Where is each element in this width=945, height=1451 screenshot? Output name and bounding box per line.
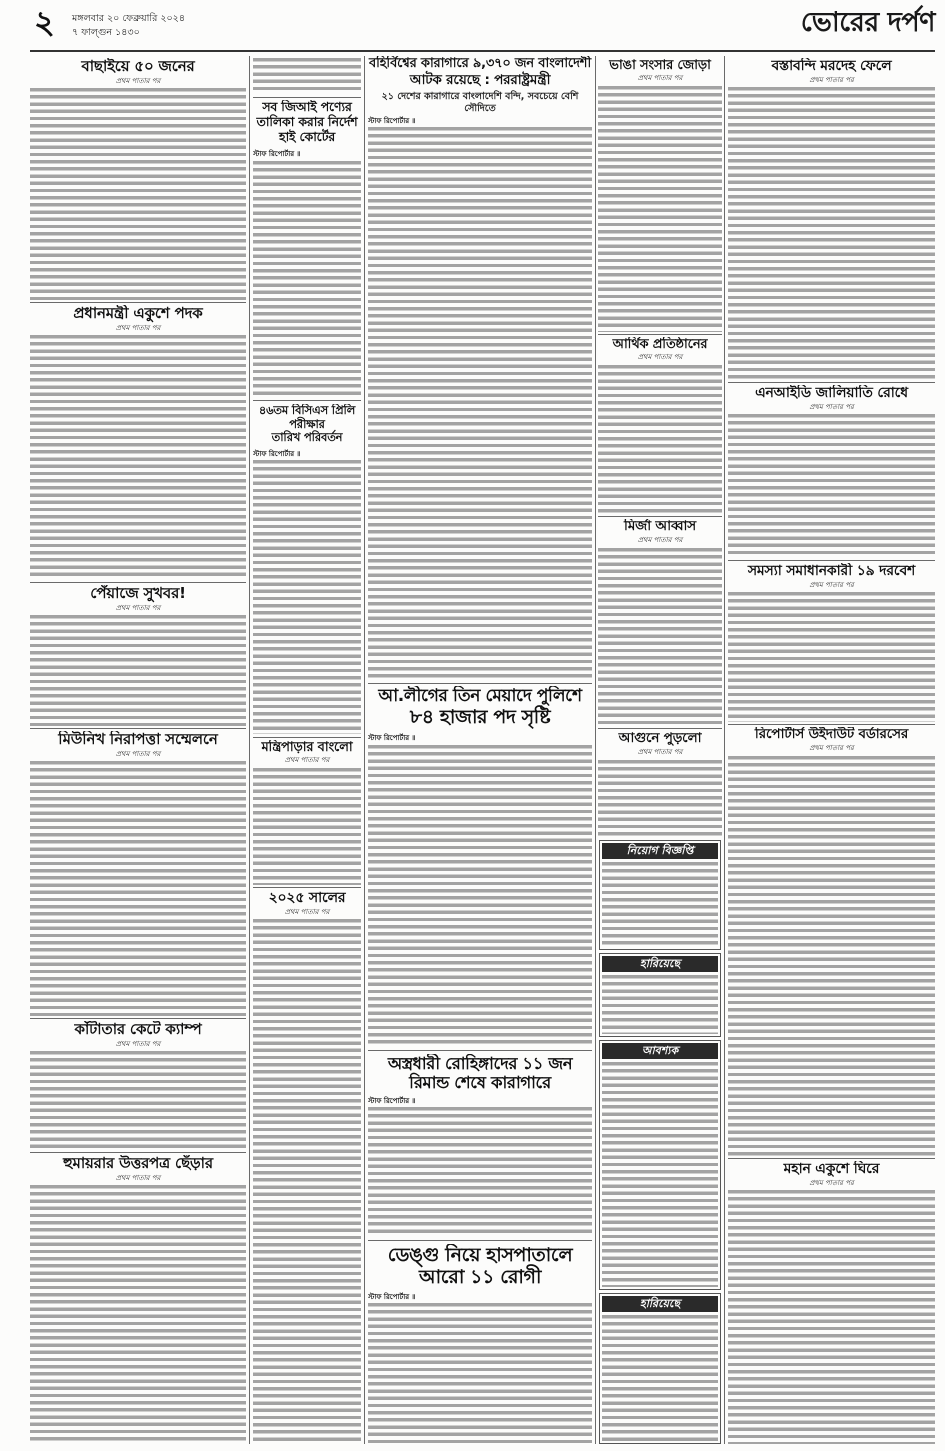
article-divider bbox=[368, 683, 592, 684]
article-body bbox=[368, 127, 592, 680]
kicker: প্রথম পাতার পর bbox=[115, 76, 161, 85]
ad-body bbox=[602, 975, 718, 1034]
kicker: প্রথম পাতার পর bbox=[809, 75, 854, 84]
article-body-continued bbox=[253, 58, 361, 94]
headline: রিপোর্টার্স উইদাউট বর্ডারসের bbox=[754, 727, 909, 742]
article-body bbox=[30, 1185, 246, 1444]
headline: মহান একুশে ঘিরে bbox=[783, 1161, 880, 1177]
byline: স্টাফ রিপোর্টার ॥ bbox=[368, 1292, 416, 1301]
article-divider bbox=[728, 1158, 935, 1159]
article-divider bbox=[30, 582, 246, 583]
headline: ২০২৫ সালের bbox=[268, 890, 346, 906]
article-body bbox=[598, 365, 722, 514]
column-divider bbox=[249, 56, 250, 1444]
article-body bbox=[368, 745, 592, 1046]
article-bostabondi bbox=[728, 58, 935, 380]
article-ekushe bbox=[728, 1161, 935, 1444]
headline: আর্থিক প্রতিষ্ঠানের bbox=[612, 337, 708, 352]
byline: স্টাফ রিপোর্টার ॥ bbox=[253, 449, 301, 458]
article-divider bbox=[253, 887, 361, 888]
article-body bbox=[728, 414, 935, 558]
header-rule bbox=[30, 50, 935, 52]
article-divider bbox=[598, 728, 722, 729]
article-humayra bbox=[30, 1155, 246, 1444]
ad-title: নিয়োগ বিজ্ঞপ্তি bbox=[602, 843, 718, 859]
article-2025 bbox=[253, 890, 361, 1444]
kicker: প্রথম পাতার পর bbox=[809, 580, 854, 589]
article-divider bbox=[598, 334, 722, 335]
kicker: প্রথম পাতার পর bbox=[637, 535, 683, 544]
kicker: প্রথম পাতার পর bbox=[115, 1173, 161, 1182]
article-body bbox=[368, 1107, 592, 1236]
headline bbox=[253, 404, 361, 445]
ad-title: হারিয়েছে bbox=[602, 1296, 718, 1312]
headline-line: তালিকা করার নির্দেশ bbox=[256, 113, 358, 129]
kicker: প্রথম পাতার পর bbox=[115, 323, 161, 332]
kicker: প্রথম পাতার পর bbox=[115, 1039, 161, 1048]
headline-line: তারিখ পরিবর্তন bbox=[271, 430, 343, 445]
column-divider bbox=[724, 56, 725, 1444]
kicker: প্রথম পাতার পর bbox=[637, 353, 683, 362]
byline: স্টাফ রিপোর্টার ॥ bbox=[368, 117, 416, 126]
ad-body bbox=[602, 1315, 718, 1441]
kicker: প্রথম পাতার পর bbox=[115, 603, 161, 612]
article-divider bbox=[30, 728, 246, 729]
headline-line: অস্ত্রধারী রোহিঙ্গাদের ১১ জন bbox=[387, 1054, 573, 1073]
headline bbox=[368, 1054, 592, 1093]
article-body bbox=[728, 592, 935, 722]
kicker: প্রথম পাতার পর bbox=[637, 747, 683, 756]
ad-body bbox=[602, 862, 718, 947]
article-body bbox=[728, 1190, 935, 1444]
kicker: প্রথম পাতার পর bbox=[637, 74, 683, 83]
column-divider bbox=[595, 56, 596, 1444]
article-sangsar bbox=[598, 58, 722, 332]
page-number: ২ bbox=[34, 3, 55, 41]
article-body bbox=[728, 756, 935, 1156]
bangla-date: ৭ ফাল্গুন ১৪৩০ bbox=[72, 27, 140, 39]
ad-hariyechhe bbox=[599, 1293, 721, 1444]
headline-line: আটক রয়েছে : পররাষ্ট্রমন্ত্রী bbox=[409, 72, 551, 89]
headline: আগুনে পুড়লো bbox=[618, 731, 702, 746]
article-mirza-abbas bbox=[598, 519, 722, 726]
article-bcs bbox=[253, 404, 361, 734]
article-body bbox=[253, 161, 361, 397]
headline: প্রধানমন্ত্রী একুশে পদক bbox=[73, 305, 203, 322]
article-divider bbox=[30, 1152, 246, 1153]
byline: স্টাফ রিপোর্টার ॥ bbox=[253, 150, 301, 159]
headline: বাছাইয়ে ৫০ জনের bbox=[81, 58, 195, 75]
byline: স্টাফ রিপোর্টার ॥ bbox=[368, 734, 416, 743]
subheadline: ২১ দেশের কারাগারে বাংলাদেশি বন্দি, সবচেয়ে বেশি সৌদিতে bbox=[381, 91, 579, 114]
article-body bbox=[368, 1303, 592, 1444]
headline bbox=[368, 1244, 592, 1289]
article-body bbox=[30, 88, 246, 300]
article-divider bbox=[253, 400, 361, 401]
article-bachai bbox=[30, 58, 246, 300]
article-body bbox=[728, 87, 935, 380]
article-divider bbox=[728, 382, 935, 383]
headline: মির্জা আব্বাস bbox=[623, 519, 696, 534]
headline: পেঁয়াজে সুখবর! bbox=[90, 585, 186, 602]
headline-line: হাই কোর্টের bbox=[279, 128, 335, 144]
headline: ভাঙা সংসার জোড়া bbox=[609, 58, 711, 73]
headline: মিউনিখ নিরাপত্তা সম্মেলনে bbox=[58, 731, 218, 748]
article-ekushe-padak bbox=[30, 305, 246, 580]
article-divider bbox=[253, 97, 361, 98]
article-divider bbox=[728, 724, 935, 725]
article-body bbox=[253, 58, 361, 94]
column-divider bbox=[364, 56, 365, 1444]
headline-line: ডেঙ্গু নিয়ে হাসপাতালে bbox=[387, 1244, 573, 1266]
kicker: প্রথম পাতার পর bbox=[284, 907, 330, 916]
headline bbox=[253, 100, 361, 144]
headline-line: আরো ১১ রোগী bbox=[418, 1266, 541, 1289]
byline: স্টাফ রিপোর্টার ॥ bbox=[368, 1096, 416, 1105]
article-rohingya bbox=[368, 1054, 592, 1236]
headline-line: ৪৬তম বিসিএস প্রিলি পরীক্ষার bbox=[258, 404, 356, 431]
ad-abashyak bbox=[599, 1040, 721, 1290]
article-police-posts bbox=[368, 686, 592, 1046]
article-divider bbox=[30, 1018, 246, 1019]
article-prisons-abroad bbox=[368, 56, 592, 680]
article-gi-products bbox=[253, 100, 361, 397]
article-body bbox=[598, 760, 722, 836]
day-date: মঙ্গলবার ২০ ফেব্রুয়ারি ২০২৪ bbox=[72, 13, 186, 24]
headline-line: সব জিআই পণ্যের bbox=[262, 100, 352, 114]
article-divider bbox=[598, 516, 722, 517]
ad-niyog bbox=[599, 840, 721, 950]
ad-body bbox=[602, 1062, 718, 1287]
headline-line: আ.লীগের তিন মেয়াদে পুলিশে bbox=[378, 686, 582, 706]
kicker: প্রথম পাতার পর bbox=[284, 756, 330, 765]
headline: এনআইডি জালিয়াতি রোধে bbox=[755, 385, 908, 401]
article-bungalow bbox=[253, 740, 361, 885]
article-dorbesh bbox=[728, 563, 935, 722]
headline: হুমায়রার উত্তরপত্র ছেঁড়ার bbox=[63, 1155, 213, 1172]
article-body bbox=[30, 1051, 246, 1150]
article-rsf bbox=[728, 727, 935, 1156]
ad-title: আবশ্যক bbox=[602, 1043, 718, 1059]
article-divider bbox=[30, 302, 246, 303]
headline: মন্ত্রিপাড়ার বাংলো bbox=[261, 740, 353, 755]
article-nid bbox=[728, 385, 935, 558]
article-body bbox=[30, 335, 246, 580]
headline-line: রিমান্ড শেষে কারাগারে bbox=[409, 1073, 551, 1093]
article-kantatar bbox=[30, 1021, 246, 1150]
headline: কাঁটাতার কেটে ক্যাম্প bbox=[74, 1021, 202, 1038]
article-peyaj bbox=[30, 585, 246, 726]
ad-hariyechhe bbox=[599, 953, 721, 1037]
ad-title: হারিয়েছে bbox=[602, 956, 718, 972]
article-body bbox=[30, 615, 246, 726]
issue-date bbox=[72, 12, 185, 41]
headline bbox=[368, 686, 592, 728]
article-dengue bbox=[368, 1244, 592, 1444]
article-munich bbox=[30, 731, 246, 1016]
article-body bbox=[30, 761, 246, 1016]
headline: বস্তাবন্দি মরদেহ ফেলে bbox=[771, 58, 892, 74]
headline bbox=[368, 56, 592, 89]
article-arthik bbox=[598, 337, 722, 514]
article-divider bbox=[368, 1050, 592, 1051]
article-agun bbox=[598, 731, 722, 836]
masthead-logo: ভোরের দর্পণ bbox=[800, 7, 935, 38]
headline-line: বহির্বিশ্বের কারাগারে ৯,৩৭০ জন বাংলাদেশী bbox=[369, 56, 591, 71]
article-divider bbox=[368, 1240, 592, 1241]
article-body bbox=[598, 86, 722, 332]
headline-line: ৮৪ হাজার পদ সৃষ্টি bbox=[409, 706, 551, 729]
article-body bbox=[598, 548, 722, 726]
kicker: প্রথম পাতার পর bbox=[115, 749, 161, 758]
article-body bbox=[253, 768, 361, 885]
headline: সমস্যা সমাধানকারী ১৯ দরবেশ bbox=[747, 563, 916, 579]
kicker: প্রথম পাতার পর bbox=[809, 743, 854, 752]
article-divider bbox=[253, 737, 361, 738]
kicker: প্রথম পাতার পর bbox=[809, 1178, 854, 1187]
article-body bbox=[253, 919, 361, 1444]
article-divider bbox=[728, 560, 935, 561]
kicker: প্রথম পাতার পর bbox=[809, 402, 854, 411]
article-body bbox=[253, 460, 361, 734]
